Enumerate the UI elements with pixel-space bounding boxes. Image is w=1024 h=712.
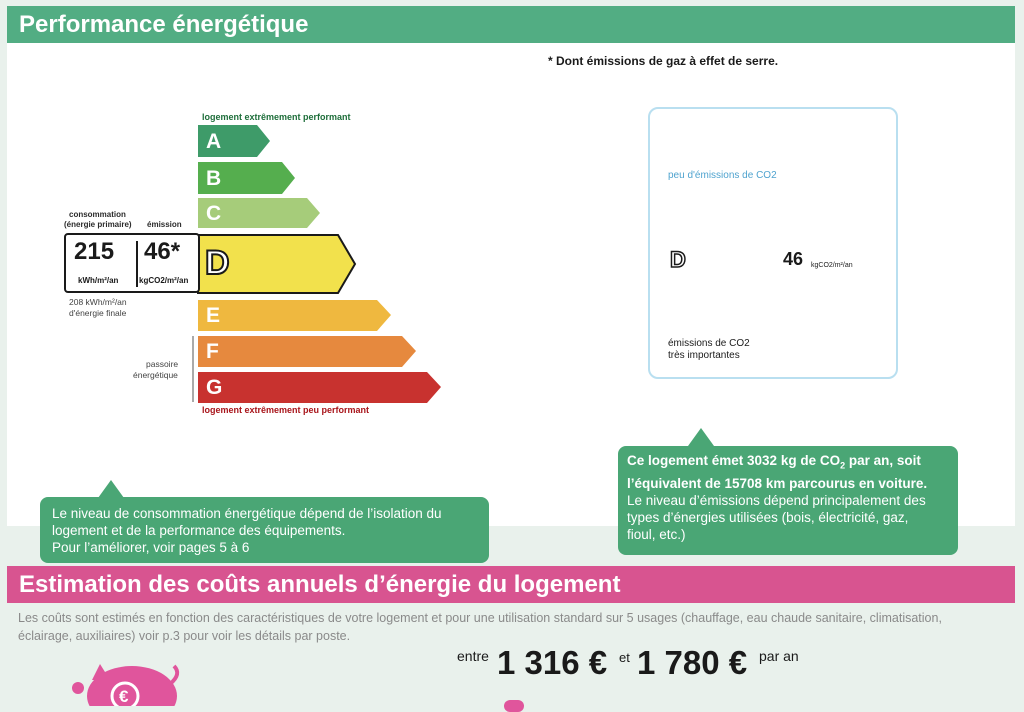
dpe-label-top: logement extrêmement performant xyxy=(202,112,351,122)
consumption-unit: kWh/m²/an xyxy=(78,276,119,285)
costs-word-per-year: par an xyxy=(759,648,799,664)
ghg-letter-c: C xyxy=(669,226,677,238)
costs-description-line1: Les coûts sont estimés en fonction des caractéristiques de votre logement et pour une utilisation standard sur 5 usages (chauffage, eau chaude sanitaire, climatisation, xyxy=(18,611,942,625)
bubble-left xyxy=(40,497,489,563)
bubble-right xyxy=(618,446,958,555)
ghg-unit: kgCO2/m²/an xyxy=(811,262,853,269)
costs-description xyxy=(18,609,1008,645)
passoire-bracket xyxy=(192,336,194,402)
ghg-letter-b: B xyxy=(669,207,677,219)
cost-max: 1 780 € xyxy=(637,644,748,681)
consumption-value: 215 xyxy=(74,238,115,265)
emission-unit: kgCO2/m²/an xyxy=(139,276,189,285)
bubble-left-line2: logement et de la performance des équipements. xyxy=(52,523,346,538)
consumption-header-line1: consommation xyxy=(69,210,126,219)
consumption-header-line2: (énergie primaire) xyxy=(64,220,132,229)
cost-min: 1 316 € xyxy=(497,644,608,681)
svg-text:€: € xyxy=(119,687,129,706)
ghg-label-bottom-line1: émissions de CO2 xyxy=(668,338,750,349)
costs-word-between: entre xyxy=(457,648,489,664)
bubble-left-line3: Pour l’améliorer, voir pages 5 à 6 xyxy=(52,540,250,555)
dpe-letter-f: F xyxy=(206,340,219,363)
bubble-right-line3: Le niveau d’émissions dépend principalement des xyxy=(627,492,926,508)
passoire-line2: énergétique xyxy=(133,370,178,380)
dpe-letter-d: D xyxy=(205,244,230,282)
bubble-left-line1: Le niveau de consommation énergétique dépend de l’isolation du xyxy=(52,506,442,521)
ghg-letter-a: A xyxy=(669,188,677,200)
dpe-arrow-f xyxy=(198,336,416,367)
dpe-value-box xyxy=(64,233,200,293)
ghg-letter-f: F xyxy=(669,300,676,312)
emission-value: 46* xyxy=(144,238,181,265)
dpe-label-bottom: logement extrêmement peu performant xyxy=(202,405,370,415)
cost-detail-dot xyxy=(504,700,524,712)
costs-description-line2: éclairage, auxiliaires) voir p.3 pour voir les détails par poste. xyxy=(18,629,351,643)
bubble-right-pointer xyxy=(688,428,714,446)
ghg-label-bottom-line2: très importantes xyxy=(668,350,740,361)
ghg-letter-e: E xyxy=(669,281,677,293)
ghg-value: 46 xyxy=(783,249,804,269)
ghg-letter-d: D xyxy=(670,247,686,272)
dpe-letter-c: C xyxy=(206,202,222,225)
bubble-left-pointer xyxy=(98,480,124,498)
bubble-right-line2: l’équivalent de 15708 km parcourus en voiture. xyxy=(627,475,928,491)
final-energy-line2: d'énergie finale xyxy=(69,308,127,318)
final-energy-line1: 208 kWh/m²/an xyxy=(69,297,127,307)
bubble-right-line5: fioul, etc.) xyxy=(627,526,686,542)
ghg-label-top: peu d'émissions de CO2 xyxy=(668,170,777,181)
passoire-line1: passoire xyxy=(146,359,179,369)
dpe-letter-g: G xyxy=(206,376,223,399)
dpe-arrow-e xyxy=(198,300,391,331)
bubble-right-line4: types d’énergies utilisées (bois, électricité, gaz, xyxy=(627,509,909,525)
ghg-letter-g: G xyxy=(669,319,678,331)
piggy-bank-euro-icon xyxy=(70,656,182,706)
performance-title: Performance énergétique xyxy=(19,11,309,38)
costs-word-and: et xyxy=(619,650,630,665)
costs-title: Estimation des coûts annuels d’énergie du logement xyxy=(19,571,621,598)
dpe-letter-b: B xyxy=(206,167,222,190)
emission-header: émission xyxy=(147,220,182,229)
dpe-letter-a: A xyxy=(206,130,222,153)
dpe-letter-e: E xyxy=(206,304,221,327)
ghg-footnote: * Dont émissions de gaz à effet de serre. xyxy=(548,54,779,68)
dpe-arrow-g xyxy=(198,372,441,403)
bubble-right-line1: Ce logement émet 3032 kg de $CO_2$ par an, soit xyxy=(627,453,921,471)
costs-header xyxy=(7,566,1015,603)
